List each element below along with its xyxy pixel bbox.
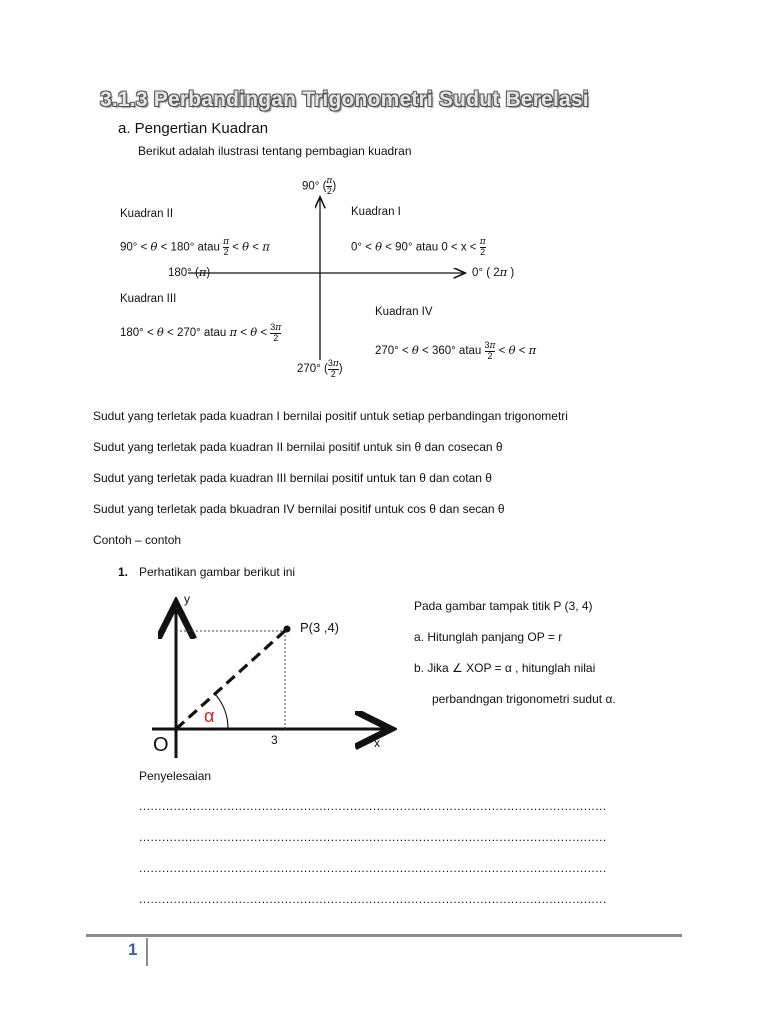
point-p-label: P(3 ,4) [300,620,340,635]
label-90deg: 90° ( $\frac{\pi}{2}$ ) [302,176,337,196]
angle-alpha-label: α [204,706,215,726]
problem-line-4: perbandngan trigonometri sudut α. [432,692,616,706]
q3-title: Kuadran III [120,293,177,305]
q1-title: Kuadran I [351,206,401,218]
example-number: 1. [118,565,129,579]
q2-title: Kuadran II [120,208,174,220]
intro-text: Berikut adalah ilustrasi tentang pembagian kuadran [138,144,412,158]
solution-heading: Penyelesaian [139,769,212,783]
q3-range: 180° < θ < 270° atau π < θ < $\frac{3\pi}{2}$ [120,322,282,343]
footer-divider [146,938,148,966]
q4-range: 270° < θ < 360° atau $\frac{3\pi}{2}$ < θ < π [375,340,537,361]
figure-y-tick: 4 [158,625,165,639]
label-180deg: 180° (π) [168,265,211,279]
section-title: 3.1.3 Perbandingan Trigonometri Sudut Berelasi [100,88,589,111]
answer-line: .......................................................................................................................... [139,861,607,875]
answer-line: .......................................................................................................................... [139,830,607,844]
subsection-title: a. Pengertian Kuadran [118,120,269,137]
point-p [284,626,291,633]
q4-title: Kuadran IV [375,306,433,318]
problem-line-3: b. Jika ∠ XOP = α , hitunglah nilai [414,661,596,675]
origin-label: O [153,734,169,756]
angle-arc [215,694,228,729]
figure-x-tick: 3 [271,733,278,747]
q1-range: 0° < θ < 90° atau 0 < x < $\frac{\pi}{2}$ [351,237,486,257]
statement-q1: Sudut yang terletak pada kuadran I bernilai positif untuk setiap perbandingan trigonometri [93,409,568,423]
page-number: 1 [128,940,138,959]
statement-q2: Sudut yang terletak pada kuadran II bernilai positif untuk sin θ dan cosecan θ [93,440,503,454]
problem-line-2: a. Hitunglah panjang OP = r [414,630,563,644]
example-title: Perhatikan gambar berikut ini [139,565,296,579]
statement-q4: Sudut yang terletak pada bkuadran IV bernilai positif untuk cos θ dan secan θ [93,502,505,516]
q2-range: 90° < θ < 180° atau $\frac{\pi}{2}$ < θ < π [120,237,270,257]
segment-op [176,629,287,729]
figure-y-label: y [184,592,190,606]
footer-rule [86,934,682,937]
problem-line-1: Pada gambar tampak titik P (3, 4) [414,599,593,613]
statement-q3: Sudut yang terletak pada kuadran III bernilai positif untuk tan θ dan cotan θ [93,471,492,485]
label-0deg: 0° ( 2π ) [472,265,515,279]
answer-line: .......................................................................................................................... [139,799,607,813]
figure-x-label: x [374,736,380,750]
answer-line: .......................................................................................................................... [139,892,607,906]
examples-heading: Contoh – contoh [93,533,182,547]
label-270deg: 270° ( $\frac{3\pi}{2}$ ) [297,358,343,379]
